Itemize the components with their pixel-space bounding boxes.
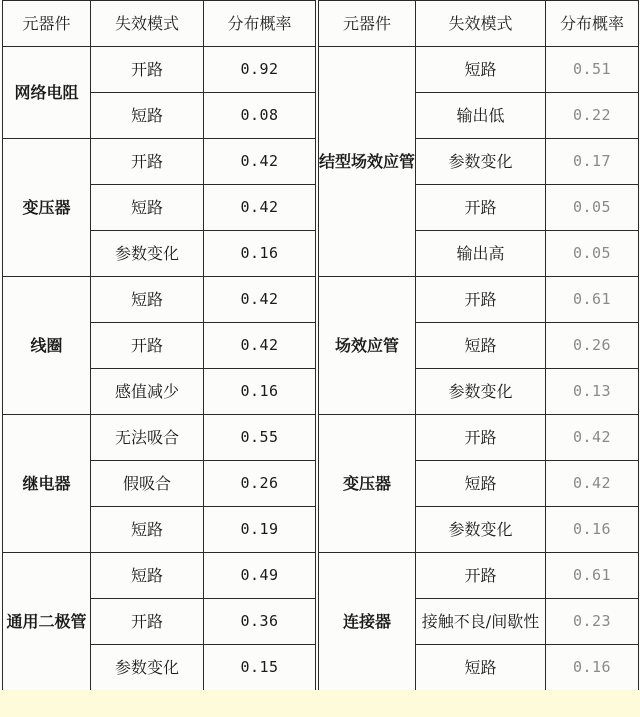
probability-cell: 0.36: [204, 599, 316, 645]
component-cell: 变压器: [319, 415, 416, 553]
failure-table-left: [2, 0, 316, 691]
probability-cell: 0.26: [546, 323, 639, 369]
probability-cell: 0.16: [204, 369, 316, 415]
probability-cell: 0.61: [546, 553, 639, 599]
table-row: [319, 277, 639, 323]
probability-cell: 0.23: [546, 599, 639, 645]
probability-cell: 0.42: [546, 415, 639, 461]
failure-mode-cell: 输出高: [416, 231, 546, 277]
probability-cell: 0.16: [546, 507, 639, 553]
failure-mode-cell: 参数变化: [416, 139, 546, 185]
failure-mode-cell: 短路: [416, 645, 546, 691]
failure-mode-cell: 短路: [416, 323, 546, 369]
probability-cell: 0.16: [546, 645, 639, 691]
probability-cell: 0.17: [546, 139, 639, 185]
failure-mode-cell: 开路: [91, 47, 204, 93]
probability-cell: 0.22: [546, 93, 639, 139]
bottom-strip: [0, 690, 640, 717]
probability-cell: 0.42: [204, 139, 316, 185]
table-row: [3, 553, 316, 599]
probability-cell: 0.42: [204, 323, 316, 369]
component-cell: 线圈: [3, 277, 91, 415]
component-cell: 网络电阻: [3, 47, 91, 139]
probability-cell: 0.51: [546, 47, 639, 93]
failure-mode-cell: 短路: [416, 461, 546, 507]
header-probability: 分布概率: [546, 1, 639, 47]
probability-cell: 0.42: [204, 277, 316, 323]
failure-mode-cell: 开路: [91, 323, 204, 369]
component-cell: 继电器: [3, 415, 91, 553]
component-cell: 通用二极管: [3, 553, 91, 691]
probability-cell: 0.49: [204, 553, 316, 599]
failure-mode-cell: 感值减少: [91, 369, 204, 415]
table-row: [319, 415, 639, 461]
header-component: 元器件: [3, 1, 91, 47]
failure-mode-cell: 短路: [91, 277, 204, 323]
probability-cell: 0.92: [204, 47, 316, 93]
table-row: [319, 47, 639, 93]
component-cell: 结型场效应管: [319, 47, 416, 277]
probability-cell: 0.42: [546, 461, 639, 507]
probability-cell: 0.61: [546, 277, 639, 323]
probability-cell: 0.42: [204, 185, 316, 231]
probability-cell: 0.55: [204, 415, 316, 461]
failure-mode-cell: 无法吸合: [91, 415, 204, 461]
table-row: [3, 47, 316, 93]
table-row: [3, 415, 316, 461]
failure-mode-cell: 短路: [416, 47, 546, 93]
failure-mode-cell: 开路: [416, 553, 546, 599]
failure-mode-cell: 输出低: [416, 93, 546, 139]
failure-mode-cell: 开路: [416, 185, 546, 231]
component-cell: 变压器: [3, 139, 91, 277]
failure-table-right: [318, 0, 639, 691]
probability-cell: 0.05: [546, 231, 639, 277]
failure-mode-cell: 参数变化: [416, 507, 546, 553]
component-cell: 连接器: [319, 553, 416, 691]
failure-mode-cell: 开路: [416, 277, 546, 323]
component-cell: 场效应管: [319, 277, 416, 415]
probability-cell: 0.26: [204, 461, 316, 507]
failure-mode-cell: 开路: [91, 599, 204, 645]
probability-cell: 0.16: [204, 231, 316, 277]
probability-cell: 0.19: [204, 507, 316, 553]
failure-mode-cell: 参数变化: [91, 231, 204, 277]
failure-mode-cell: 开路: [416, 415, 546, 461]
failure-mode-cell: 短路: [91, 507, 204, 553]
header-failure-mode: 失效模式: [91, 1, 204, 47]
header-failure-mode: 失效模式: [416, 1, 546, 47]
probability-cell: 0.15: [204, 645, 316, 691]
probability-cell: 0.08: [204, 93, 316, 139]
failure-mode-cell: 参数变化: [416, 369, 546, 415]
probability-cell: 0.05: [546, 185, 639, 231]
failure-mode-cell: 短路: [91, 185, 204, 231]
failure-mode-cell: 开路: [91, 139, 204, 185]
table-row: [3, 139, 316, 185]
failure-mode-cell: 假吸合: [91, 461, 204, 507]
table-row: [319, 553, 639, 599]
probability-cell: 0.13: [546, 369, 639, 415]
failure-mode-cell: 参数变化: [91, 645, 204, 691]
header-component: 元器件: [319, 1, 416, 47]
failure-mode-cell: 接触不良/间歇性: [416, 599, 546, 645]
header-probability: 分布概率: [204, 1, 316, 47]
failure-mode-cell: 短路: [91, 93, 204, 139]
table-row: [3, 277, 316, 323]
failure-mode-cell: 短路: [91, 553, 204, 599]
